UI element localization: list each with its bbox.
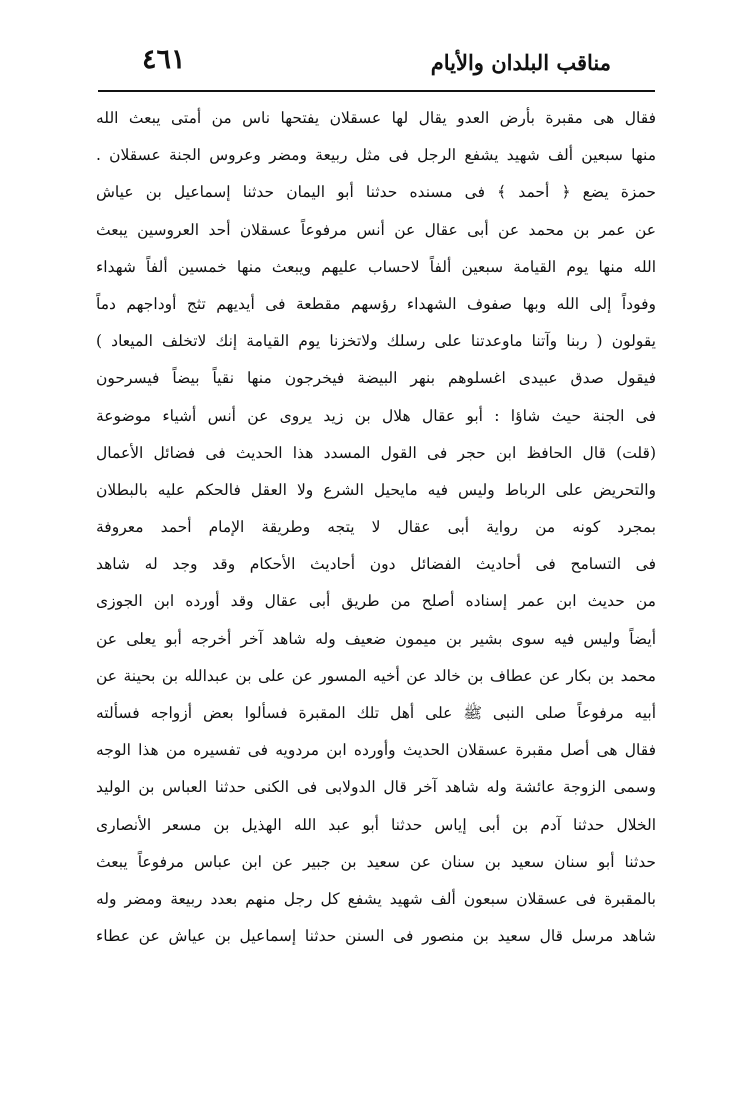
text-line-8: فيقول صدق عبيدى اغسلوهم بنهر البيضة فيخرجون منها نقياً بيضاً فيسرحون [96,369,656,388]
text-line-3: حمزة يضع ﴿ أحمد ﴾ فى مسنده حدثنا أبو اليمان حدثنا إسماعيل بن عياش [96,183,656,202]
text-line-21: حدثنا أبو سنان سعيد بن سنان عن سعيد بن جبير عن ابن عباس مرفوعاً يبعث [96,852,656,871]
text-line-19: وسمى الزوجة عائشة وله شاهد آخر قال الدولابى فى الكنى حدثنا العباس بن الوليد [96,778,656,797]
text-line-22: بالمقبرة فى عسقلان سبعون ألف شهيد يشفع كل رجل منهم بعدد ربيعة ومضر وله [96,889,656,908]
body-text [96,100,656,955]
text-line-4: عن عمر بن محمد عن أبى عقال عن أنس مرفوعاً عسقلان أحد العروسين يبعث [96,220,656,239]
text-line-1: فقال هى مقبرة بأرض العدو يقال لها عسقلان يفتحها ناس من أمتى يبعث الله [96,109,656,127]
text-line-15: أيضاً وليس فيه سوى بشير بن ميمون ضعيف وله شاهد آخر أخرجه أبو يعلى عن [96,629,656,648]
text-line-10: (قلت) قال الحافظ ابن حجر فى القول المسدد هذا الحديث فى فضائل الأعمال [96,443,656,462]
text-line-6: وفوداً إلى الله وبها صفوف الشهداء رؤسهم مقطعة فى أيديهم تثج أوداجهم دماً [96,294,656,313]
running-header [98,44,655,86]
text-line-17: أبيه مرفوعاً صلى النبى ﷺ على أهل تلك المقبرة فسألوا بعض أزواجه فسألته [96,704,656,722]
text-line-23: شاهد مرسل قال سعيد بن منصور فى السنن حدثنا إسماعيل بن عياش عن عطاء [96,927,656,946]
page-number: ٤٦١ [142,44,186,75]
text-line-14: من حديث ابن عمر إسناده أصلح من طريق أبى عقال وقد أورده ابن الجوزى [96,592,656,611]
text-line-2: منها سبعين ألف شهيد يشفع الرجل فى مثل ربيعة ومضر وعروس الجنة عسقلان . [96,146,656,165]
text-line-5: الله منها يوم القيامة سبعين ألفاً لاحساب عليهم ويبعث منها خمسين ألفاً شهداء [96,257,656,276]
text-line-12: بمجرد كونه من رواية أبى عقال لا يتجه وطريقة الإمام أحمد معروفة [96,518,656,537]
text-line-20: الخلال حدثنا آدم بن أبى إياس حدثنا أبو عبد الله الهذيل بن مسعر الأنصارى [96,815,656,834]
header-rule [98,90,655,92]
running-title: مناقب البلدان والأيام [430,50,611,75]
text-line-18: فقال هى أصل مقبرة عسقلان الحديث وأورده ابن مردويه فى تفسيره من هذا الوجه [96,741,656,760]
text-line-16: محمد بن بكار عن عطاف بن خالد عن أخيه المسور عن على بن عبدالله بن بحينة عن [96,666,656,685]
text-line-11: والتحريض على الرباط وليس فيه مايحيل الشرع ولا العقل فالحكم عليه بالبطلان [96,480,656,499]
text-line-13: فى التسامح فى أحاديث الفضائل دون أحاديث الأحكام وقد وجد له شاهد [96,555,656,574]
text-line-7: يقولون ( ربنا وآتنا ماوعدتنا على رسلك ولاتخزنا يوم القيامة إنك لاتخلف الميعاد ) [96,332,656,351]
text-line-9: فى الجنة حيث شاؤا : أبو عقال هلال بن زيد يروى عن أنس أشياء موضوعة [96,406,656,425]
